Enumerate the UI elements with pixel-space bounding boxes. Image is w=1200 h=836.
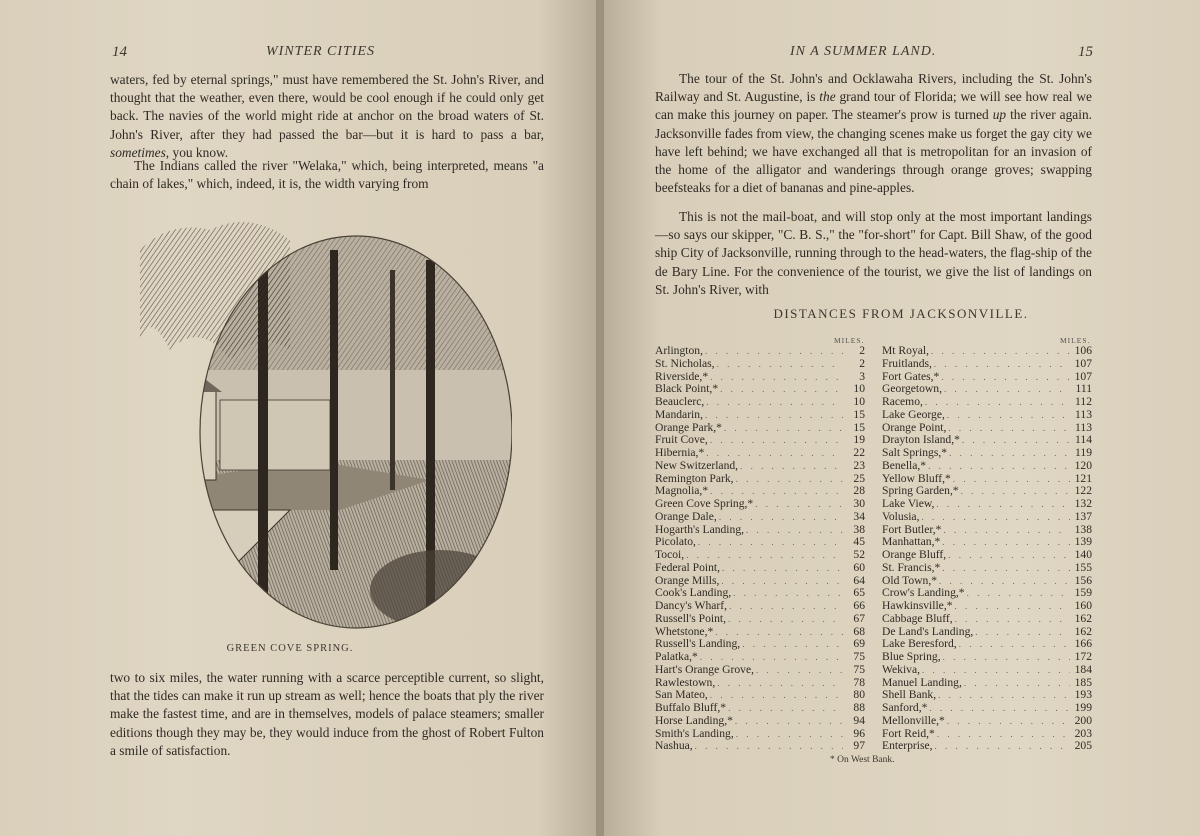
landing-name: Benella,* — [882, 458, 927, 472]
leader-dots — [756, 664, 843, 677]
leader-dots — [724, 422, 843, 435]
landing-name: Lake George, — [882, 407, 945, 421]
landing-miles: 113 — [1075, 420, 1092, 434]
leader-dots — [955, 600, 1070, 613]
landing-name: New Switzerland, — [655, 458, 739, 472]
landing-name: Hogarth's Landing, — [655, 522, 745, 536]
leader-dots — [943, 651, 1070, 664]
leader-dots — [736, 473, 843, 486]
leader-dots — [719, 511, 843, 524]
landing-name: Green Cove Spring,* — [655, 497, 754, 510]
landing-miles: 119 — [1075, 446, 1092, 459]
landing-name: Smith's Landing, — [655, 726, 734, 740]
distance-row — [882, 549, 1092, 562]
miles-label-right: MILES. — [1060, 336, 1091, 345]
distances-column-right — [882, 345, 1092, 753]
leader-dots — [710, 371, 843, 384]
leader-dots — [942, 562, 1070, 575]
distance-row — [882, 409, 1092, 422]
leader-dots — [705, 345, 843, 358]
left-paragraph-3: two to six miles, the water running with a scarce perceptible current, so slight, that the tides can make it run up stream as well; hence the boats that ply the river make the fastest time, and are in themselves, models of palace steamers; smaller editions though they may be, they would induce from the ghost of Robert Fulton a smile of satisfaction. — [110, 670, 544, 758]
landing-name: Tocoi, — [655, 548, 685, 561]
landing-name: Manhattan,* — [882, 535, 941, 549]
landing-miles: 162 — [1074, 611, 1092, 625]
leader-dots — [938, 689, 1070, 702]
leader-dots — [962, 434, 1070, 447]
leader-dots — [922, 664, 1070, 677]
landing-miles: 199 — [1074, 701, 1092, 714]
landing-name: Orange Bluff, — [882, 548, 947, 561]
landing-name: Federal Point, — [655, 560, 721, 574]
leader-dots — [943, 524, 1070, 537]
leader-dots — [717, 358, 843, 371]
distance-row — [882, 498, 1092, 511]
landing-name: Hibernia,* — [655, 446, 705, 459]
landing-name: Mt Royal, — [882, 344, 930, 357]
leader-dots — [740, 460, 843, 473]
right-running-head: IN A SUMMER LAND. — [790, 44, 937, 59]
landing-name: Rawlestown, — [655, 675, 716, 689]
leader-dots — [928, 460, 1070, 473]
right-paragraph-1 — [655, 70, 1092, 197]
distance-row — [882, 345, 1092, 358]
leader-dots — [942, 536, 1070, 549]
landing-miles: 140 — [1074, 548, 1092, 561]
landing-name: Spring Garden,* — [882, 484, 959, 498]
leader-dots — [746, 524, 843, 537]
landing-miles: 113 — [1075, 407, 1092, 421]
landing-miles: 2 — [859, 356, 865, 370]
landing-miles: 159 — [1074, 586, 1092, 600]
landing-miles: 205 — [1074, 739, 1092, 753]
leader-dots — [717, 677, 843, 690]
landing-name: Whetstone,* — [655, 624, 714, 638]
distance-row — [655, 447, 865, 460]
landing-name: Fruitlands, — [882, 356, 932, 370]
leader-dots — [975, 626, 1070, 639]
leader-dots — [967, 587, 1070, 600]
landing-name: Fruit Cove, — [655, 433, 708, 447]
landing-miles: 22 — [853, 446, 865, 459]
landing-miles: 96 — [853, 726, 865, 740]
landing-name: Volusia, — [882, 509, 920, 523]
landing-miles: 75 — [853, 662, 865, 676]
landing-miles: 75 — [853, 650, 865, 663]
distance-row — [882, 715, 1092, 728]
landing-name: Hawkinsville,* — [882, 599, 953, 612]
landing-miles: 38 — [853, 522, 865, 536]
landing-miles: 15 — [853, 407, 865, 421]
leader-dots — [964, 677, 1070, 690]
landing-name: Yellow Bluff,* — [882, 471, 951, 485]
distance-row — [655, 536, 865, 549]
landing-name: Lake Beresford, — [882, 637, 957, 651]
leader-dots — [941, 371, 1070, 384]
landing-name: Racemo, — [882, 395, 923, 408]
leader-dots — [953, 473, 1070, 486]
landing-miles: 64 — [853, 573, 865, 587]
leader-dots — [948, 422, 1070, 435]
landing-miles: 138 — [1074, 522, 1092, 536]
leader-dots — [947, 715, 1070, 728]
landing-miles: 25 — [853, 471, 865, 485]
landing-miles: 162 — [1074, 624, 1092, 638]
landing-name: San Mateo, — [655, 688, 708, 702]
landing-name: Salt Springs,* — [882, 446, 948, 459]
landing-miles: 112 — [1075, 395, 1092, 408]
landing-name: Cabbage Bluff, — [882, 611, 953, 625]
book-gutter — [596, 0, 604, 836]
landing-name: Fort Reid,* — [882, 726, 935, 740]
landing-miles: 60 — [853, 560, 865, 574]
landing-miles: 121 — [1074, 471, 1092, 485]
landing-miles: 132 — [1074, 497, 1092, 510]
leader-dots — [925, 396, 1070, 409]
landing-name: Nashua, — [655, 739, 693, 753]
distance-row — [882, 396, 1092, 409]
landing-miles: 120 — [1074, 458, 1092, 472]
leader-dots — [921, 511, 1070, 524]
landing-miles: 19 — [853, 433, 865, 447]
distance-row — [882, 613, 1092, 626]
landing-miles: 200 — [1074, 713, 1092, 727]
leader-dots — [695, 740, 843, 753]
distance-row — [882, 562, 1092, 575]
landing-name: Shell Bank, — [882, 688, 937, 702]
landing-name: Fort Gates,* — [882, 369, 940, 383]
distances-column-left — [655, 345, 865, 753]
landing-miles: 107 — [1074, 369, 1092, 383]
distance-row — [655, 651, 865, 664]
landing-miles: 80 — [853, 688, 865, 702]
leader-dots — [742, 638, 843, 651]
landing-miles: 34 — [853, 509, 865, 523]
landing-miles: 184 — [1074, 662, 1092, 676]
landing-name: Drayton Island,* — [882, 433, 960, 447]
miles-label-left: MILES. — [834, 336, 865, 345]
landing-miles: 52 — [853, 548, 865, 561]
landing-name: Orange Park,* — [655, 420, 722, 434]
landing-name: Lake View, — [882, 497, 935, 510]
distance-row — [655, 664, 865, 677]
landing-miles: 107 — [1074, 356, 1092, 370]
right-paragraph-1-text: The tour of the St. John's and Ocklawaha Rivers, including the St. John's Railway and St. Augustine, is the grand tour of Florida; we will see how real we can make this journey on paper. The steamer's prow is turned up the river again. Jacksonville fades from view, the changing scenes make us forget the gay city we have left behind; we have exchanged all that is metropolitan for an invasion of the home of the alligator and wanderings through orange groves; swapping beefsteaks for a diet of bananas and pine-apples. — [655, 71, 1092, 196]
landing-name: Black Point,* — [655, 382, 719, 396]
left-running-head: WINTER CITIES — [266, 44, 376, 59]
leader-dots — [955, 613, 1070, 626]
distance-row — [655, 600, 865, 613]
leader-dots — [936, 498, 1070, 511]
leader-dots — [937, 728, 1070, 741]
leader-dots — [944, 383, 1070, 396]
leader-dots — [705, 409, 843, 422]
green-cove-spring-engraving — [140, 210, 512, 638]
landing-name: Fort Butler,* — [882, 522, 942, 536]
distance-row — [655, 715, 865, 728]
landing-name: Blue Spring, — [882, 650, 941, 663]
distance-row — [655, 498, 865, 511]
landing-miles: 88 — [853, 701, 865, 714]
distance-row — [882, 740, 1092, 753]
left-paragraph-1 — [110, 71, 544, 162]
landing-miles: 139 — [1074, 535, 1092, 549]
leader-dots — [698, 536, 843, 549]
leader-dots — [931, 345, 1070, 358]
landing-name: Hart's Orange Grove, — [655, 662, 754, 676]
distance-row — [655, 562, 865, 575]
landing-name: De Land's Landing, — [882, 624, 974, 638]
leader-dots — [686, 549, 843, 562]
leader-dots — [720, 383, 843, 396]
landing-name: Cook's Landing, — [655, 586, 732, 600]
distance-row — [655, 613, 865, 626]
landing-name: Sanford,* — [882, 701, 928, 714]
landing-miles: 15 — [853, 420, 865, 434]
landing-name: St. Francis,* — [882, 560, 941, 574]
landing-miles: 3 — [859, 369, 865, 383]
landing-miles: 185 — [1074, 675, 1092, 689]
landing-name: Mellonville,* — [882, 713, 945, 727]
landing-miles: 156 — [1074, 573, 1092, 587]
landing-name: Orange Point, — [882, 420, 947, 434]
landing-name: Russell's Landing, — [655, 637, 741, 651]
leader-dots — [959, 638, 1070, 651]
landing-miles: 30 — [853, 497, 865, 510]
landing-miles: 166 — [1074, 637, 1092, 651]
landing-name: Beauclerc, — [655, 395, 705, 408]
landing-miles: 66 — [853, 599, 865, 612]
landing-miles: 172 — [1074, 650, 1092, 663]
landing-miles: 68 — [853, 624, 865, 638]
landing-name: Buffalo Bluff,* — [655, 701, 727, 714]
landing-miles: 69 — [853, 637, 865, 651]
distance-row — [655, 460, 865, 473]
leader-dots — [755, 498, 843, 511]
landing-miles: 10 — [853, 382, 865, 396]
footnote: * On West Bank. — [830, 755, 895, 765]
leader-dots — [733, 587, 843, 600]
landing-name: Enterprise, — [882, 739, 933, 753]
landing-miles: 137 — [1074, 509, 1092, 523]
left-paragraph-2: The Indians called the river "Welaka," which, being interpreted, means "a chain of lakes," which, indeed, it is, the width varying from — [110, 158, 544, 192]
distance-row — [882, 460, 1092, 473]
landing-miles: 97 — [853, 739, 865, 753]
leader-dots — [935, 740, 1070, 753]
leader-dots — [721, 575, 843, 588]
distance-row — [655, 396, 865, 409]
leader-dots — [949, 447, 1070, 460]
distance-row — [882, 511, 1092, 524]
leader-dots — [736, 728, 843, 741]
landing-name: Magnolia,* — [655, 484, 709, 498]
landing-miles: 160 — [1074, 599, 1092, 612]
distance-row — [655, 740, 865, 753]
landing-miles: 94 — [853, 713, 865, 727]
landing-miles: 106 — [1074, 344, 1092, 357]
landing-name: Dancy's Wharf, — [655, 599, 728, 612]
distance-row — [655, 549, 865, 562]
landing-name: Old Town,* — [882, 573, 938, 587]
landing-miles: 28 — [853, 484, 865, 498]
landing-name: Mandarin, — [655, 407, 703, 421]
leader-dots — [728, 702, 843, 715]
leader-dots — [728, 613, 843, 626]
landing-name: Arlington, — [655, 344, 703, 357]
leader-dots — [710, 434, 843, 447]
landing-miles: 45 — [853, 535, 865, 549]
leader-dots — [947, 409, 1070, 422]
landing-name: Palatka,* — [655, 650, 698, 663]
leader-dots — [735, 715, 843, 728]
landing-name: Picolato, — [655, 535, 696, 549]
landing-miles: 67 — [853, 611, 865, 625]
distance-row — [882, 358, 1092, 371]
landing-miles: 193 — [1074, 688, 1092, 702]
right-page-number: 15 — [1078, 44, 1093, 60]
landing-name: Remington Park, — [655, 471, 734, 485]
leader-dots — [929, 702, 1070, 715]
landing-name: Horse Landing,* — [655, 713, 733, 727]
left-page-number: 14 — [112, 44, 127, 60]
landing-miles: 111 — [1075, 382, 1092, 396]
distances-heading: DISTANCES FROM JACKSONVILLE. — [773, 306, 1029, 321]
landing-name: Orange Mills, — [655, 573, 720, 587]
landing-name: Crow's Landing,* — [882, 586, 965, 600]
left-paragraph-1-text: waters, fed by eternal springs," must have remembered the St. John's River, and thought that the weather, even there, would be cool enough if he could only get back. The navies of the world might ride at anchor on the broad waters of St. John's River, after they had passed the bar—but it is hard to pass a bar, sometimes, you know. — [110, 72, 544, 160]
landing-name: Wekiva, — [882, 662, 921, 676]
leader-dots — [934, 358, 1070, 371]
distance-row — [655, 345, 865, 358]
landing-miles: 122 — [1074, 484, 1092, 498]
engraving-caption: GREEN COVE SPRING. — [226, 643, 354, 654]
landing-name: Riverside,* — [655, 369, 709, 383]
landing-miles: 78 — [853, 675, 865, 689]
landing-name: St. Nicholas, — [655, 356, 715, 370]
landing-miles: 155 — [1074, 560, 1092, 574]
leader-dots — [706, 447, 843, 460]
landing-miles: 10 — [853, 395, 865, 408]
landing-name: Georgetown, — [882, 382, 942, 396]
landing-miles: 114 — [1075, 433, 1092, 447]
distance-row — [882, 664, 1092, 677]
distance-row — [882, 600, 1092, 613]
leader-dots — [700, 651, 843, 664]
landing-miles: 2 — [859, 344, 865, 357]
distance-row — [882, 702, 1092, 715]
leader-dots — [729, 600, 843, 613]
distance-row — [655, 511, 865, 524]
landing-miles: 65 — [853, 586, 865, 600]
right-paragraph-2: This is not the mail-boat, and will stop only at the most important landings—so says our skipper, "C. B. S.," the "for-short" for Capt. Bill Shaw, of the good ship City of Jacksonville, running through to the head-waters, the flag-ship of the de Bary Line. For the convenience of the tourist, we give the list of landings on St. John's River, with — [655, 209, 1092, 297]
leader-dots — [710, 689, 843, 702]
landing-miles: 203 — [1074, 726, 1092, 740]
distance-row — [655, 358, 865, 371]
leader-dots — [948, 549, 1070, 562]
leader-dots — [706, 396, 843, 409]
landing-name: Orange Dale, — [655, 509, 717, 523]
leader-dots — [722, 562, 843, 575]
landing-miles: 23 — [853, 458, 865, 472]
distance-row — [882, 651, 1092, 664]
landing-name: Russell's Point, — [655, 611, 727, 625]
landing-name: Manuel Landing, — [882, 675, 962, 689]
distance-row — [882, 447, 1092, 460]
distance-row — [655, 409, 865, 422]
leader-dots — [961, 485, 1070, 498]
distance-row — [655, 702, 865, 715]
